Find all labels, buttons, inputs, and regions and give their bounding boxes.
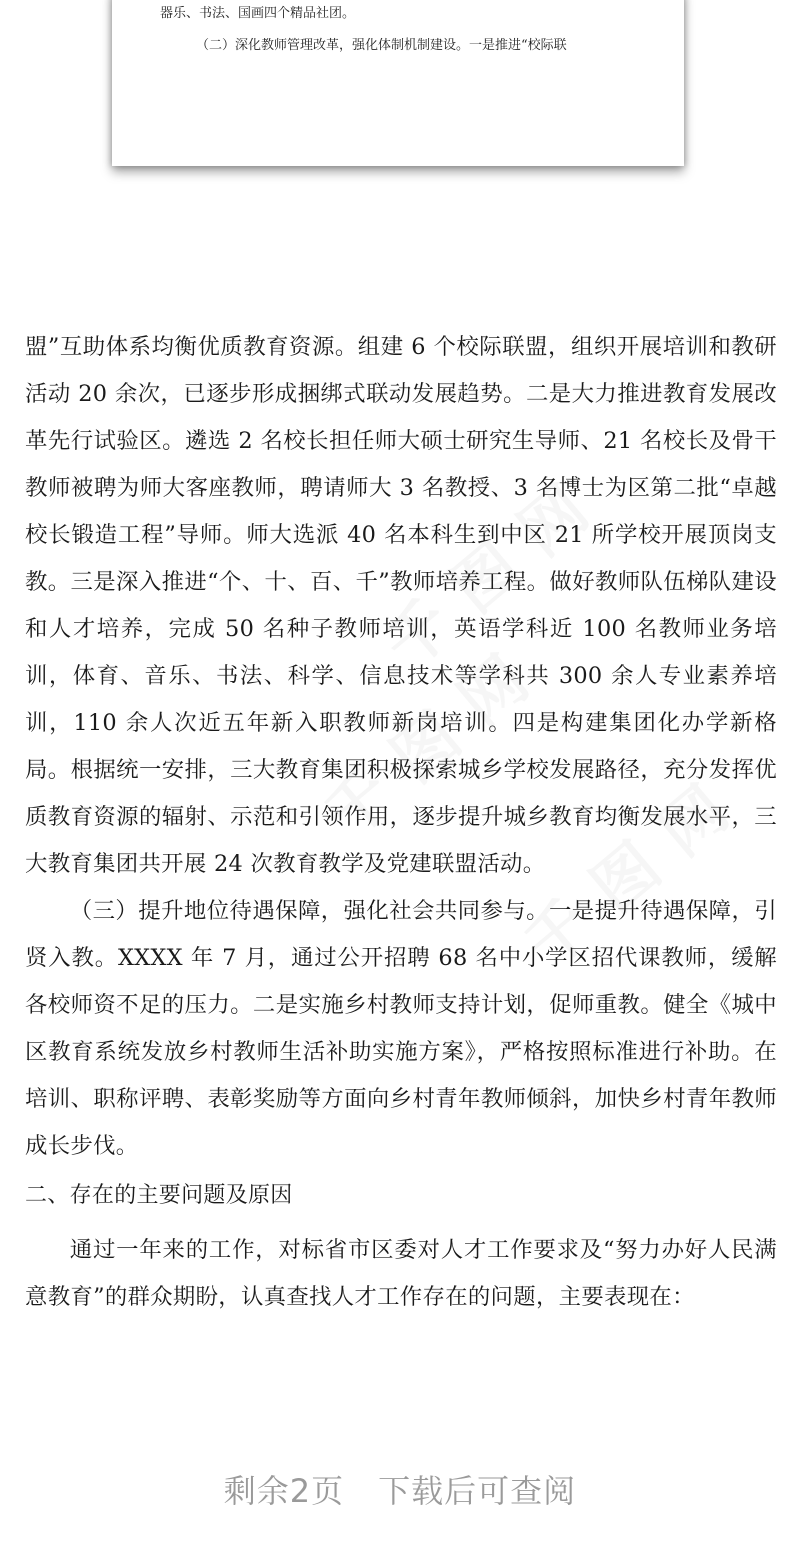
- paragraph-continuation: 盟”互助体系均衡优质教育资源。组建 6 个校际联盟，组织开展培训和教研活动 20 余次，已逐步形成捆绑式联动发展趋势。二是大力推进教育发展改革先行试验区。遴选 2 名校长担任师大硕士研究生导师、21 名校长及骨干教师被聘为师大客座教师，聘请师大 3 名教授、3 名博士为区第二批“卓越校长锻造工程”导师。师大选派 40 名本科生到中区 21 所学校开展顶岗支教。三是深入推进“个、十、百、千”教师培养工程。做好教师队伍梯队建设和人才培养，完成 50 名种子教师培训，英语学科近 100 名教师业务培训，体育、音乐、书法、科学、信息技术等学科共 300 余人专业素养培训，110 余人次近五年新入职教师新岗培训。四是构建集团化办学新格局。根据统一安排，三大教育集团积极探索城乡学校发展路径，充分发挥优质教育资源的辐射、示范和引领作用，逐步提升城乡教育均衡发展水平，三大教育集团共开展 24 次教育教学及党建联盟活动。: [25, 334, 777, 877]
- download-prompt[interactable]: [0, 1466, 800, 1512]
- section-heading-problems: 二、存在的主要问题及原因: [25, 1183, 293, 1208]
- preview-clipped-line: [160, 0, 550, 2]
- paragraph-section-three: （三）提升地位待遇保障，强化社会共同参与。一是提升待遇保障，引贤入教。XXXX 年 7 月，通过公开招聘 68 名中小学区招代课教师，缓解各校师资不足的压力。二是实施乡村教师支持计划，促师重教。健全《城中区教育系统发放乡村教师生活补助实施方案》，严格按照标准进行补助。在培训、职称评聘、表彰奖励等方面向乡村青年教师倾斜，加快乡村青年教师成长步伐。: [25, 898, 777, 1159]
- remaining-pages-label: 剩余2页: [223, 1472, 345, 1510]
- paragraph-problems-intro: 通过一年来的工作，对标省市区委对人才工作要求及“努力办好人民满意教育”的群众期盼，认真查找人才工作存在的问题，主要表现在：: [25, 1237, 777, 1310]
- preview-line-2: （二）深化教师管理改革，强化体制机制建设。一是推进“校际联: [196, 38, 567, 53]
- download-to-view-label: 下载后可查阅: [378, 1472, 577, 1510]
- document-body: [25, 324, 777, 1321]
- page-preview-card: [112, 0, 684, 166]
- preview-line-1: 器乐、书法、国画四个精品社团。: [160, 6, 356, 21]
